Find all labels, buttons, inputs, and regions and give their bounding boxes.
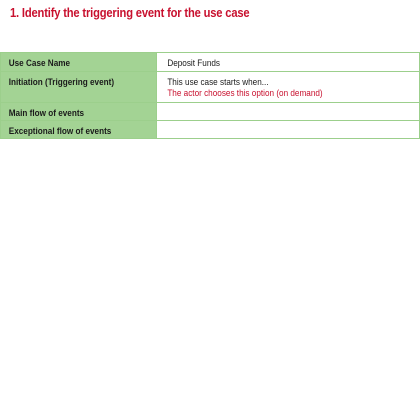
table-row-use-case-name (1, 53, 420, 72)
row-label (1, 121, 157, 139)
row-value (157, 53, 420, 72)
initiation-value (157, 72, 323, 99)
row-label (1, 53, 157, 72)
use-case-table (0, 52, 420, 139)
use-case-name-value: Deposit Funds (167, 58, 221, 69)
initiation-prompt-text: This use case starts when... (167, 77, 269, 88)
main-flow-value (157, 103, 420, 121)
use-case-name-label: Use Case Name (8, 58, 71, 69)
table-row-initiation (1, 72, 420, 103)
row-value (157, 72, 420, 103)
initiation-label: Initiation (Triggering event) (8, 77, 115, 88)
exceptional-flow-value (157, 121, 420, 139)
slide-heading: 1. Identify the triggering event for the use case (10, 5, 250, 20)
main-flow-label: Main flow of events (8, 108, 85, 119)
exceptional-flow-label: Exceptional flow of events (8, 126, 112, 137)
row-label (1, 72, 157, 103)
table-row-exceptional-flow (1, 121, 420, 139)
row-label (1, 103, 157, 121)
initiation-answer-text: The actor chooses this option (on demand) (167, 88, 323, 99)
table-row-main-flow (1, 103, 420, 121)
